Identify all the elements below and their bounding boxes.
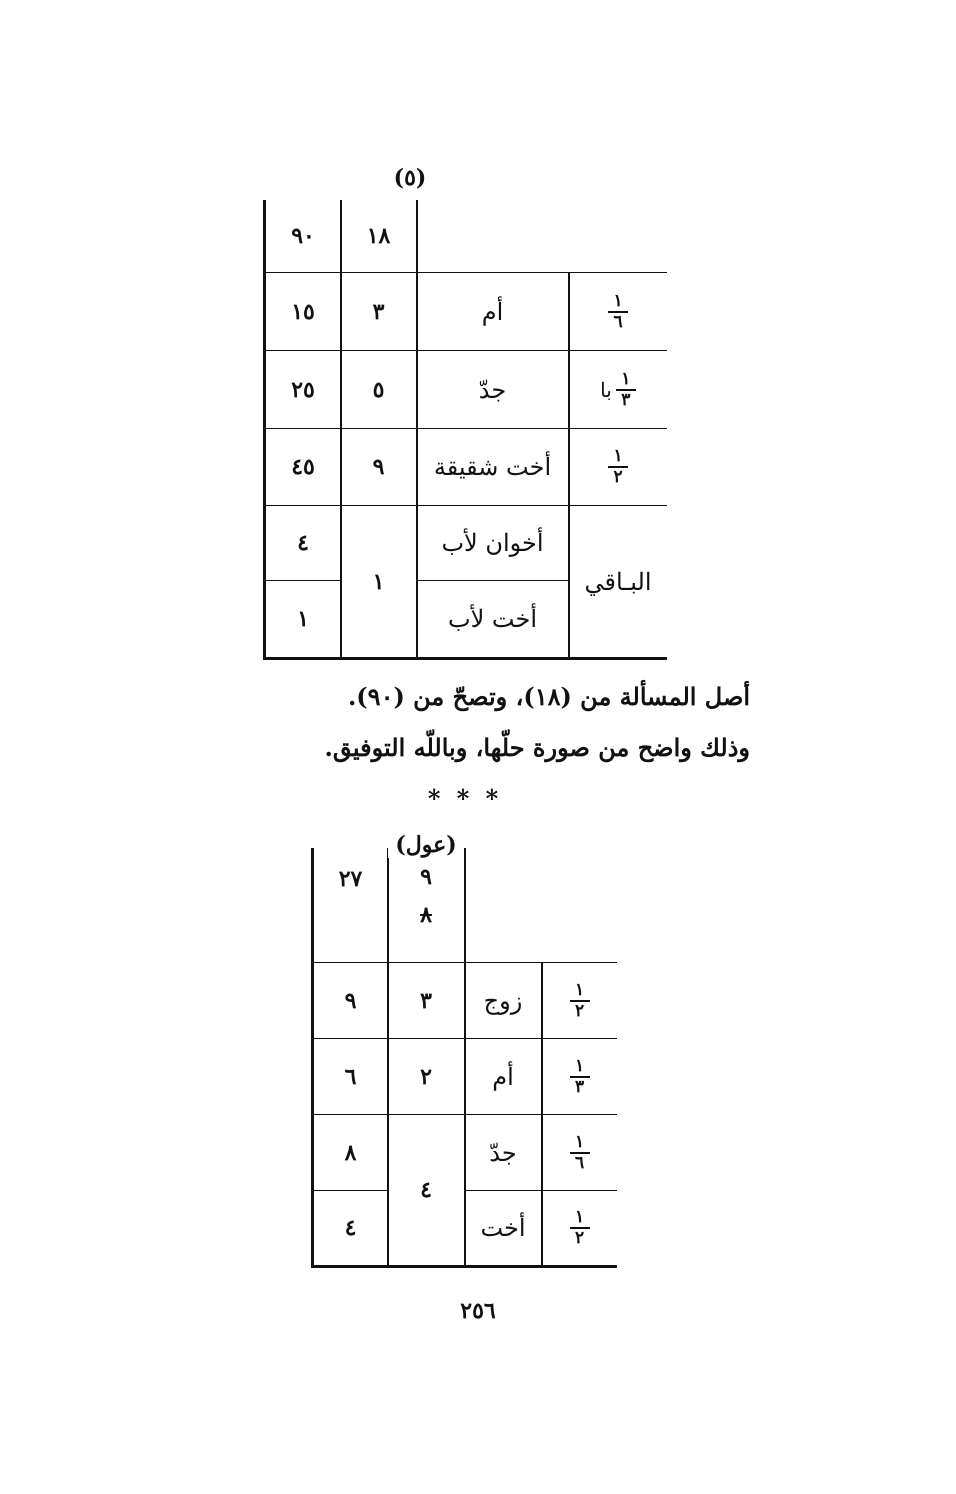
cell-a: ٤ — [344, 1215, 357, 1241]
cell-b: ٩ — [372, 454, 385, 480]
cell-a: ٩ — [344, 987, 357, 1014]
header-col-b: ١٨ — [366, 223, 391, 249]
heir-name: أخت — [480, 1214, 526, 1242]
heir-name: أخت لأب — [448, 605, 537, 633]
share-fraction: $\frac{١}{٣}$ — [542, 1039, 617, 1114]
table-1-title: (٥) — [393, 165, 427, 191]
share-fraction: $\frac{١}{٢}$ — [542, 1191, 617, 1265]
rule — [311, 1265, 617, 1268]
share-fraction: $\frac{١}{٦}$ — [569, 273, 667, 350]
cell-b: ٣ — [420, 987, 432, 1014]
heir-name: أم — [481, 297, 504, 326]
heir-name: أخوان لأب — [441, 529, 544, 557]
page-number: ٢٥٦ — [460, 1298, 496, 1324]
heir-name: أخت شقيقة — [433, 453, 552, 481]
share-fraction: $\frac{١}{٢}$ — [569, 429, 667, 505]
cell-b: ٢ — [420, 1063, 432, 1090]
cell-a: ٤٥ — [291, 454, 315, 480]
heir-name: أم — [492, 1062, 514, 1091]
cell-b-merged: ٤ — [420, 1177, 432, 1203]
cell-a: ٨ — [344, 1139, 357, 1166]
paragraph-origin: أصل المسألة من (١٨)، وتصحّ من (٩٠). — [347, 682, 750, 711]
heir-name: جدّ — [489, 1138, 517, 1167]
heir-name: زوج — [483, 986, 523, 1015]
header-col-a: ٢٧ — [338, 866, 363, 892]
cell-a: ١٥ — [291, 298, 315, 325]
cell-b: ٥ — [372, 376, 385, 403]
share-fraction: $\frac{١}{٦}$ — [542, 1115, 617, 1190]
cell-a: ٦ — [344, 1063, 357, 1090]
cell-b: ٣ — [372, 298, 385, 325]
header-b-old-crossed: ٨ — [420, 902, 432, 928]
share-fraction: $\frac{١}{٣}$ با — [569, 351, 667, 428]
cell-b-merged: ١ — [372, 568, 385, 595]
cell-a: ٢٥ — [291, 376, 315, 403]
cell-a: ٤ — [297, 530, 309, 556]
awl-label: (عول) — [388, 832, 464, 858]
remainder-label: البـاقي — [584, 567, 652, 596]
cell-a: ١ — [297, 606, 309, 632]
paragraph-conclusion: وذلك واضح من صورة حلّها، وباللّه التوفيق. — [324, 733, 750, 762]
header-b-new: ٩ — [420, 864, 432, 890]
rule — [263, 657, 667, 660]
header-col-a: ٩٠ — [291, 223, 315, 249]
separator: * * * — [427, 784, 503, 813]
share-fraction: $\frac{١}{٢}$ — [542, 963, 617, 1038]
heir-name: جدّ — [478, 375, 507, 404]
